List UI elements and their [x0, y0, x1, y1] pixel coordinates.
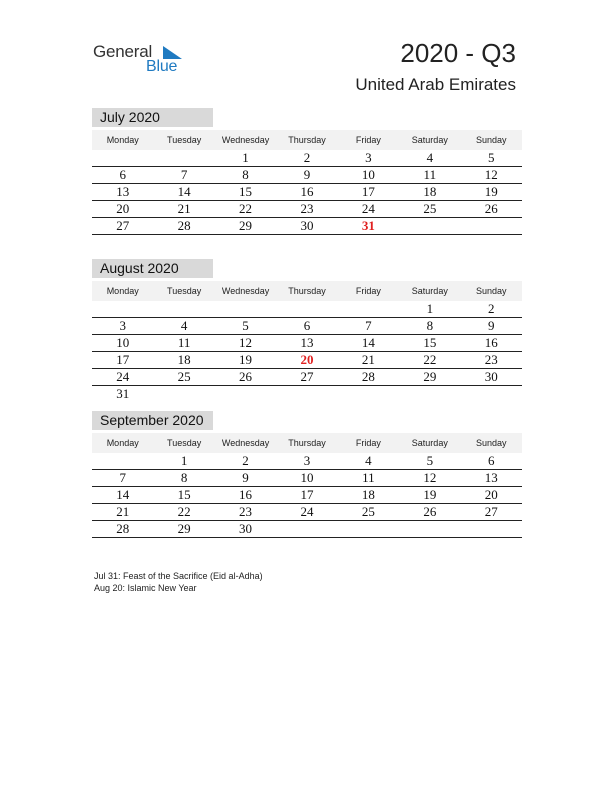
logo-text-blue: Blue — [146, 58, 178, 75]
day-cell: 27 — [300, 369, 314, 384]
day-cell — [215, 386, 276, 402]
week-row — [92, 504, 522, 521]
day-cell: 25 — [423, 201, 437, 216]
day-cell: 26 — [484, 201, 498, 216]
day-cell: 18 — [177, 352, 191, 367]
day-cell: 24 — [116, 369, 130, 384]
day-cell: 27 — [484, 504, 498, 519]
day-cell: 20 — [116, 201, 130, 216]
day-cell: 27 — [116, 218, 130, 233]
day-cell: 13 — [116, 184, 130, 199]
day-cell: 14 — [116, 487, 130, 502]
day-cell: 19 — [423, 487, 437, 502]
page-title: 2020 - Q3 — [400, 38, 516, 68]
day-cell: 17 — [116, 352, 130, 367]
holiday-note: Jul 31: Feast of the Sacrifice (Eid al-Adha) — [94, 571, 263, 581]
day-cell — [461, 386, 522, 402]
day-cell: 17 — [300, 487, 314, 502]
day-cell: 29 — [423, 369, 437, 384]
day-cell: 15 — [239, 184, 253, 199]
day-cell: 12 — [423, 470, 437, 485]
weekday-label: Tuesday — [167, 286, 202, 296]
day-cell: 8 — [242, 167, 249, 182]
day-cell — [338, 301, 399, 317]
day-cell: 30 — [239, 521, 253, 536]
day-cell: 24 — [361, 201, 375, 216]
week-row — [92, 318, 522, 335]
day-cell: 23 — [239, 504, 253, 519]
weekday-label: Monday — [106, 438, 139, 448]
day-cell — [461, 521, 522, 537]
week-row — [92, 335, 522, 352]
weekday-label: Saturday — [411, 438, 448, 448]
weekday-label: Friday — [355, 135, 381, 145]
day-cell: 15 — [177, 487, 191, 502]
day-cell: 1 — [180, 453, 188, 468]
day-cell — [399, 521, 460, 537]
day-cell: 30 — [300, 218, 314, 233]
day-cell: 21 — [116, 504, 130, 519]
day-cell: 30 — [484, 369, 498, 384]
day-cell: 22 — [423, 352, 437, 367]
holiday-day-cell: 31 — [361, 218, 375, 233]
weekday-label: Thursday — [288, 286, 326, 296]
holiday-note: Aug 20: Islamic New Year — [94, 583, 197, 593]
day-cell: 4 — [180, 318, 188, 333]
day-cell: 31 — [116, 386, 130, 401]
weekday-label: Wednesday — [221, 135, 270, 145]
day-cell: 23 — [484, 352, 498, 367]
day-cell: 23 — [300, 201, 314, 216]
weekday-label: Saturday — [411, 286, 448, 296]
logo — [93, 40, 193, 80]
month-name: July 2020 — [92, 108, 213, 127]
week-row — [92, 167, 522, 184]
weekday-label: Wednesday — [221, 286, 270, 296]
day-cell: 16 — [300, 184, 314, 199]
day-cell — [153, 301, 214, 317]
day-cell: 7 — [180, 167, 188, 182]
day-cell: 4 — [365, 453, 372, 468]
month-name: September 2020 — [92, 411, 213, 430]
day-cell: 10 — [300, 470, 314, 485]
day-cell — [399, 218, 460, 234]
day-cell: 1 — [426, 301, 434, 316]
month-july — [92, 108, 522, 235]
month-august — [92, 259, 522, 402]
day-cell: 8 — [180, 470, 188, 485]
day-cell: 1 — [242, 150, 249, 165]
day-cell: 4 — [426, 150, 434, 165]
day-cell: 5 — [242, 318, 249, 333]
day-cell: 13 — [484, 470, 498, 485]
weekday-label: Thursday — [288, 438, 326, 448]
holiday-notes — [94, 570, 263, 594]
day-cell: 21 — [361, 352, 375, 367]
day-cell: 16 — [239, 487, 253, 502]
week-row — [92, 150, 522, 167]
day-cell: 26 — [423, 504, 437, 519]
month-september — [92, 411, 522, 538]
weekday-label: Friday — [355, 286, 381, 296]
day-cell: 15 — [423, 335, 437, 350]
day-cell — [276, 386, 337, 402]
day-cell: 8 — [426, 318, 434, 333]
day-cell: 3 — [365, 150, 372, 165]
week-row — [92, 218, 522, 235]
day-cell: 21 — [177, 201, 191, 216]
day-cell: 12 — [239, 335, 253, 350]
day-cell — [153, 386, 214, 402]
weekday-label: Friday — [355, 438, 381, 448]
day-cell — [276, 301, 337, 317]
day-cell: 5 — [426, 453, 434, 468]
day-cell: 13 — [300, 335, 314, 350]
day-cell — [92, 150, 153, 166]
day-cell: 19 — [484, 184, 498, 199]
day-cell: 2 — [487, 301, 495, 316]
day-cell: 25 — [177, 369, 191, 384]
day-cell: 10 — [361, 167, 375, 182]
day-cell: 18 — [361, 487, 375, 502]
day-cell: 20 — [484, 487, 498, 502]
week-row — [92, 184, 522, 201]
week-row — [92, 369, 522, 386]
day-cell — [276, 521, 337, 537]
day-cell — [92, 301, 153, 317]
day-cell — [338, 386, 399, 402]
month-name: August 2020 — [92, 259, 213, 278]
day-cell: 9 — [303, 167, 311, 182]
day-cell — [338, 521, 399, 537]
weekday-label: Wednesday — [221, 438, 270, 448]
holiday-day-cell: 20 — [300, 352, 314, 367]
weekday-header-row — [92, 433, 522, 453]
day-cell: 3 — [303, 453, 311, 468]
day-cell: 3 — [119, 318, 126, 333]
day-cell: 19 — [239, 352, 253, 367]
day-cell: 22 — [239, 201, 253, 216]
day-cell — [153, 150, 214, 166]
day-cell: 5 — [487, 150, 495, 165]
day-cell: 24 — [300, 504, 314, 519]
day-cell — [461, 218, 522, 234]
day-cell — [92, 453, 153, 469]
day-cell: 28 — [177, 218, 191, 233]
weekday-header-row — [92, 281, 522, 301]
day-cell: 29 — [239, 218, 253, 233]
day-cell: 14 — [177, 184, 191, 199]
day-cell: 17 — [361, 184, 375, 199]
day-cell: 22 — [177, 504, 191, 519]
day-cell: 16 — [484, 335, 498, 350]
day-cell: 18 — [423, 184, 437, 199]
day-cell: 28 — [116, 521, 130, 536]
day-cell: 6 — [487, 453, 495, 468]
week-row — [92, 470, 522, 487]
day-cell: 11 — [177, 335, 191, 350]
weekday-label: Tuesday — [167, 438, 202, 448]
week-row — [92, 301, 522, 318]
day-cell: 25 — [361, 504, 375, 519]
day-cell: 2 — [242, 453, 249, 468]
day-cell: 7 — [119, 470, 126, 485]
week-row — [92, 201, 522, 218]
day-cell: 10 — [116, 335, 130, 350]
day-cell: 14 — [361, 335, 375, 350]
weekday-label: Sunday — [475, 286, 507, 296]
weekday-label: Sunday — [475, 135, 507, 145]
day-cell — [399, 386, 460, 402]
week-row — [92, 453, 522, 470]
weekday-label: Monday — [106, 286, 139, 296]
weekday-label: Sunday — [475, 438, 507, 448]
day-cell — [215, 301, 276, 317]
day-cell: 9 — [487, 318, 495, 333]
country-subtitle: United Arab Emirates — [355, 75, 516, 94]
week-row — [92, 487, 522, 504]
day-cell: 2 — [303, 150, 311, 165]
day-cell: 28 — [361, 369, 375, 384]
weekday-header-row — [92, 130, 522, 150]
logo-text-general: General — [93, 42, 153, 61]
day-cell: 29 — [177, 521, 191, 536]
weekday-label: Saturday — [411, 135, 448, 145]
day-cell: 6 — [303, 318, 311, 333]
week-row — [92, 521, 522, 538]
day-cell: 9 — [242, 470, 249, 485]
day-cell: 11 — [362, 470, 375, 485]
week-row — [92, 386, 522, 402]
weekday-label: Thursday — [288, 135, 326, 145]
day-cell: 26 — [239, 369, 253, 384]
day-cell: 7 — [365, 318, 372, 333]
day-cell: 11 — [423, 167, 437, 182]
day-cell: 12 — [484, 167, 498, 182]
weekday-label: Tuesday — [167, 135, 202, 145]
weekday-label: Monday — [106, 135, 139, 145]
day-cell: 6 — [119, 167, 126, 182]
week-row — [92, 352, 522, 369]
